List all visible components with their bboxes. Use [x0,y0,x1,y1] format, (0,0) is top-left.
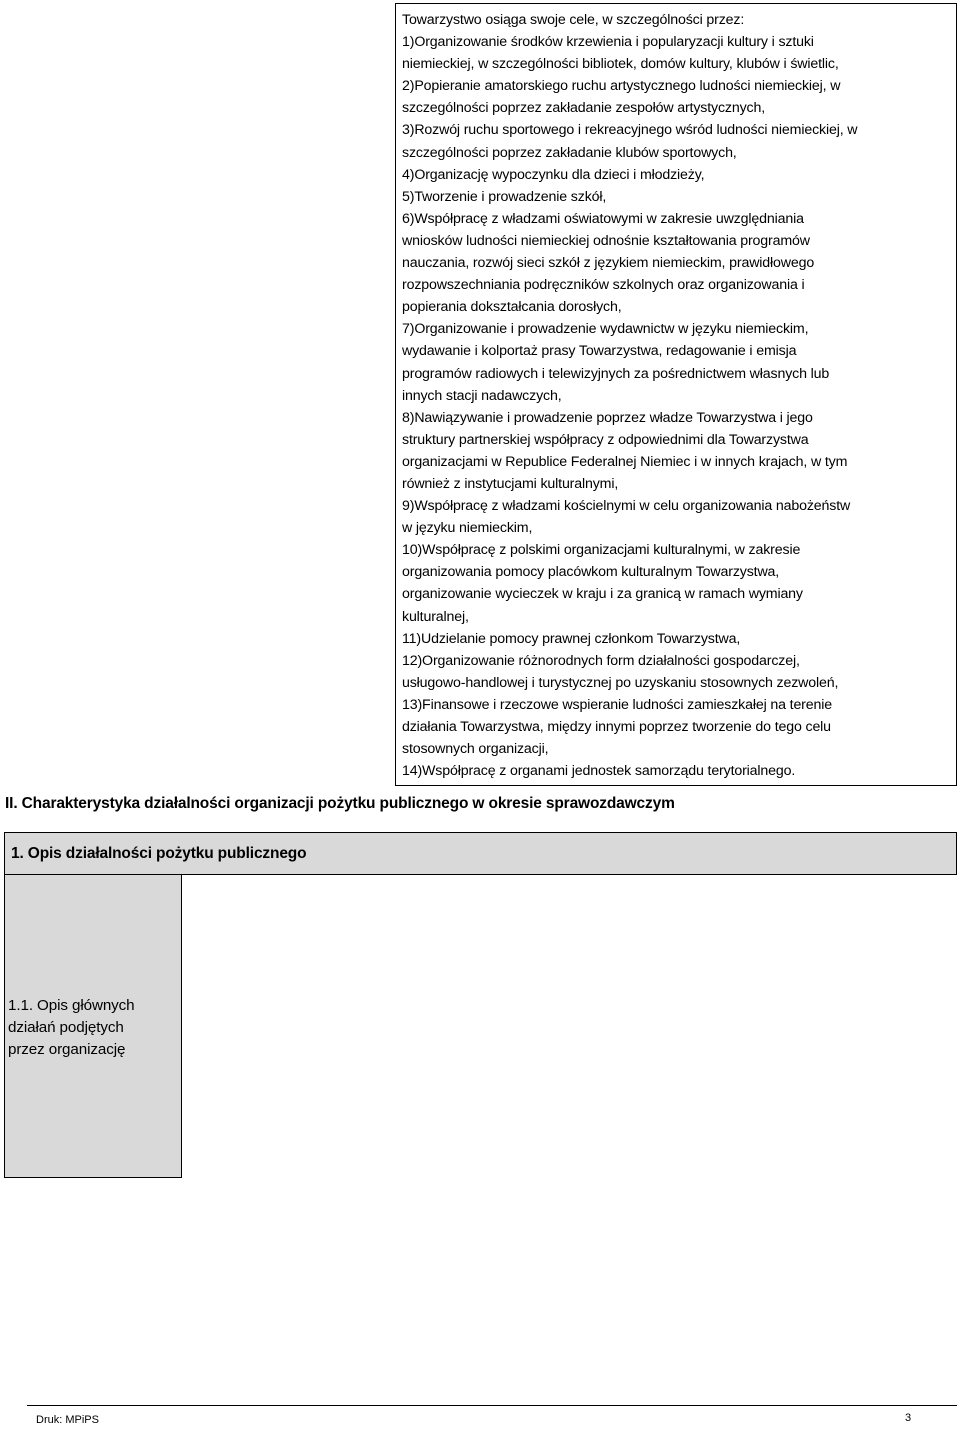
main-activities-label: 1.1. Opis głównych działań podjętych przez organizację [8,997,135,1059]
goals-line: popierania dokształcania dorosłych, [402,299,622,316]
goals-line: struktury partnerskiej współpracy z odpowiednimi dla Towarzystwa [402,431,809,448]
page-number: 3 [905,1412,912,1424]
goals-line: nauczania, rozwój sieci szkół z językiem niemieckim, prawidłowego [402,255,815,272]
goals-line: również z instytucjami kulturalnymi, [402,475,619,492]
statute-goals-box [395,3,957,786]
goals-line: 10)Współpracę z polskimi organizacjami kulturalnymi, w zakresie [402,542,801,559]
subsection-header-bar [4,832,957,875]
goals-line: 8)Nawiązywanie i prowadzenie poprzez władze Towarzystwa i jego [402,409,813,426]
goals-line: 1)Organizowanie środków krzewienia i popularyzacji kultury i sztuki [402,34,814,51]
goals-line: usługowo-handlowej i turystycznej po uzyskaniu stosownych zezwoleń, [402,674,839,691]
goals-line: innych stacji nadawczych, [402,387,562,404]
goals-line: 9)Współpracę z władzami kościelnymi w celu organizowania nabożeństw [402,498,851,515]
goals-line: wydawanie i kolportaż prasy Towarzystwa, redagowanie i emisja [402,343,797,360]
goals-line: 4)Organizację wypoczynku dla dzieci i młodzieży, [402,166,705,183]
goals-line: działania Towarzystwa, między innymi poprzez tworzenie do tego celu [402,719,831,735]
subsection-title: 1. Opis działalności pożytku publicznego [11,845,307,862]
goals-line: w języku niemieckim, [402,520,533,537]
goals-line: niemieckiej, w szczególności bibliotek, domów kultury, klubów i świetlic, [402,56,839,73]
goals-line: organizowanie wycieczek w kraju i za granicą w ramach wymiany [402,586,803,603]
goals-line: 11)Udzielanie pomocy prawnej członkom Towarzystwa, [402,630,741,647]
goals-line: szczególności poprzez zakładanie zespołów artystycznych, [402,100,766,117]
goals-line: 5)Tworzenie i prowadzenie szkół, [402,188,607,205]
goals-line: wniosków ludności niemieckiej odnośnie kształtowania programów [402,232,810,249]
goals-line: 2)Popieranie amatorskiego ruchu artystycznego ludności niemieckiej, w [402,78,841,95]
footer-print-label: Druk: MPiPS [36,1414,99,1426]
goals-line: 12)Organizowanie różnorodnych form działalności gospodarczej, [402,652,800,669]
main-activities-label-cell [4,874,182,1178]
goals-line: organizacjami w Republice Federalnej Niemiec i w innych krajach, w tym [402,453,848,470]
goals-line: organizowania pomocy placówkom kulturalnym Towarzystwa, [402,564,780,581]
goals-line: kulturalnej, [402,608,469,625]
goals-line: 13)Finansowe i rzeczowe wspieranie ludności zamieszkałej na terenie [402,696,832,713]
goals-line: szczególności poprzez zakładanie klubów sportowych, [402,144,737,161]
goals-line: Towarzystwo osiąga swoje cele, w szczególności przez: [402,12,745,28]
goals-line: stosownych organizacji, [402,741,549,758]
footer-divider [27,1405,957,1406]
goals-line: 3)Rozwój ruchu sportowego i rekreacyjnego wśród ludności niemieckiej, w [402,122,858,139]
goals-line: rozpowszechniania podręczników szkolnych oraz organizowania i [402,277,805,294]
section-heading: II. Charakterystyka działalności organizacji pożytku publicznego w okresie sprawozdawczym [5,795,675,812]
goals-line: 7)Organizowanie i prowadzenie wydawnictw w języku niemieckim, [402,321,809,338]
goals-line: 6)Współpracę z władzami oświatowymi w zakresie uwzględniania [402,210,804,227]
goals-line: 14)Współpracę z organami jednostek samorządu terytorialnego. [402,763,796,780]
goals-line: programów radiowych i telewizyjnych za pośrednictwem własnych lub [402,365,830,382]
